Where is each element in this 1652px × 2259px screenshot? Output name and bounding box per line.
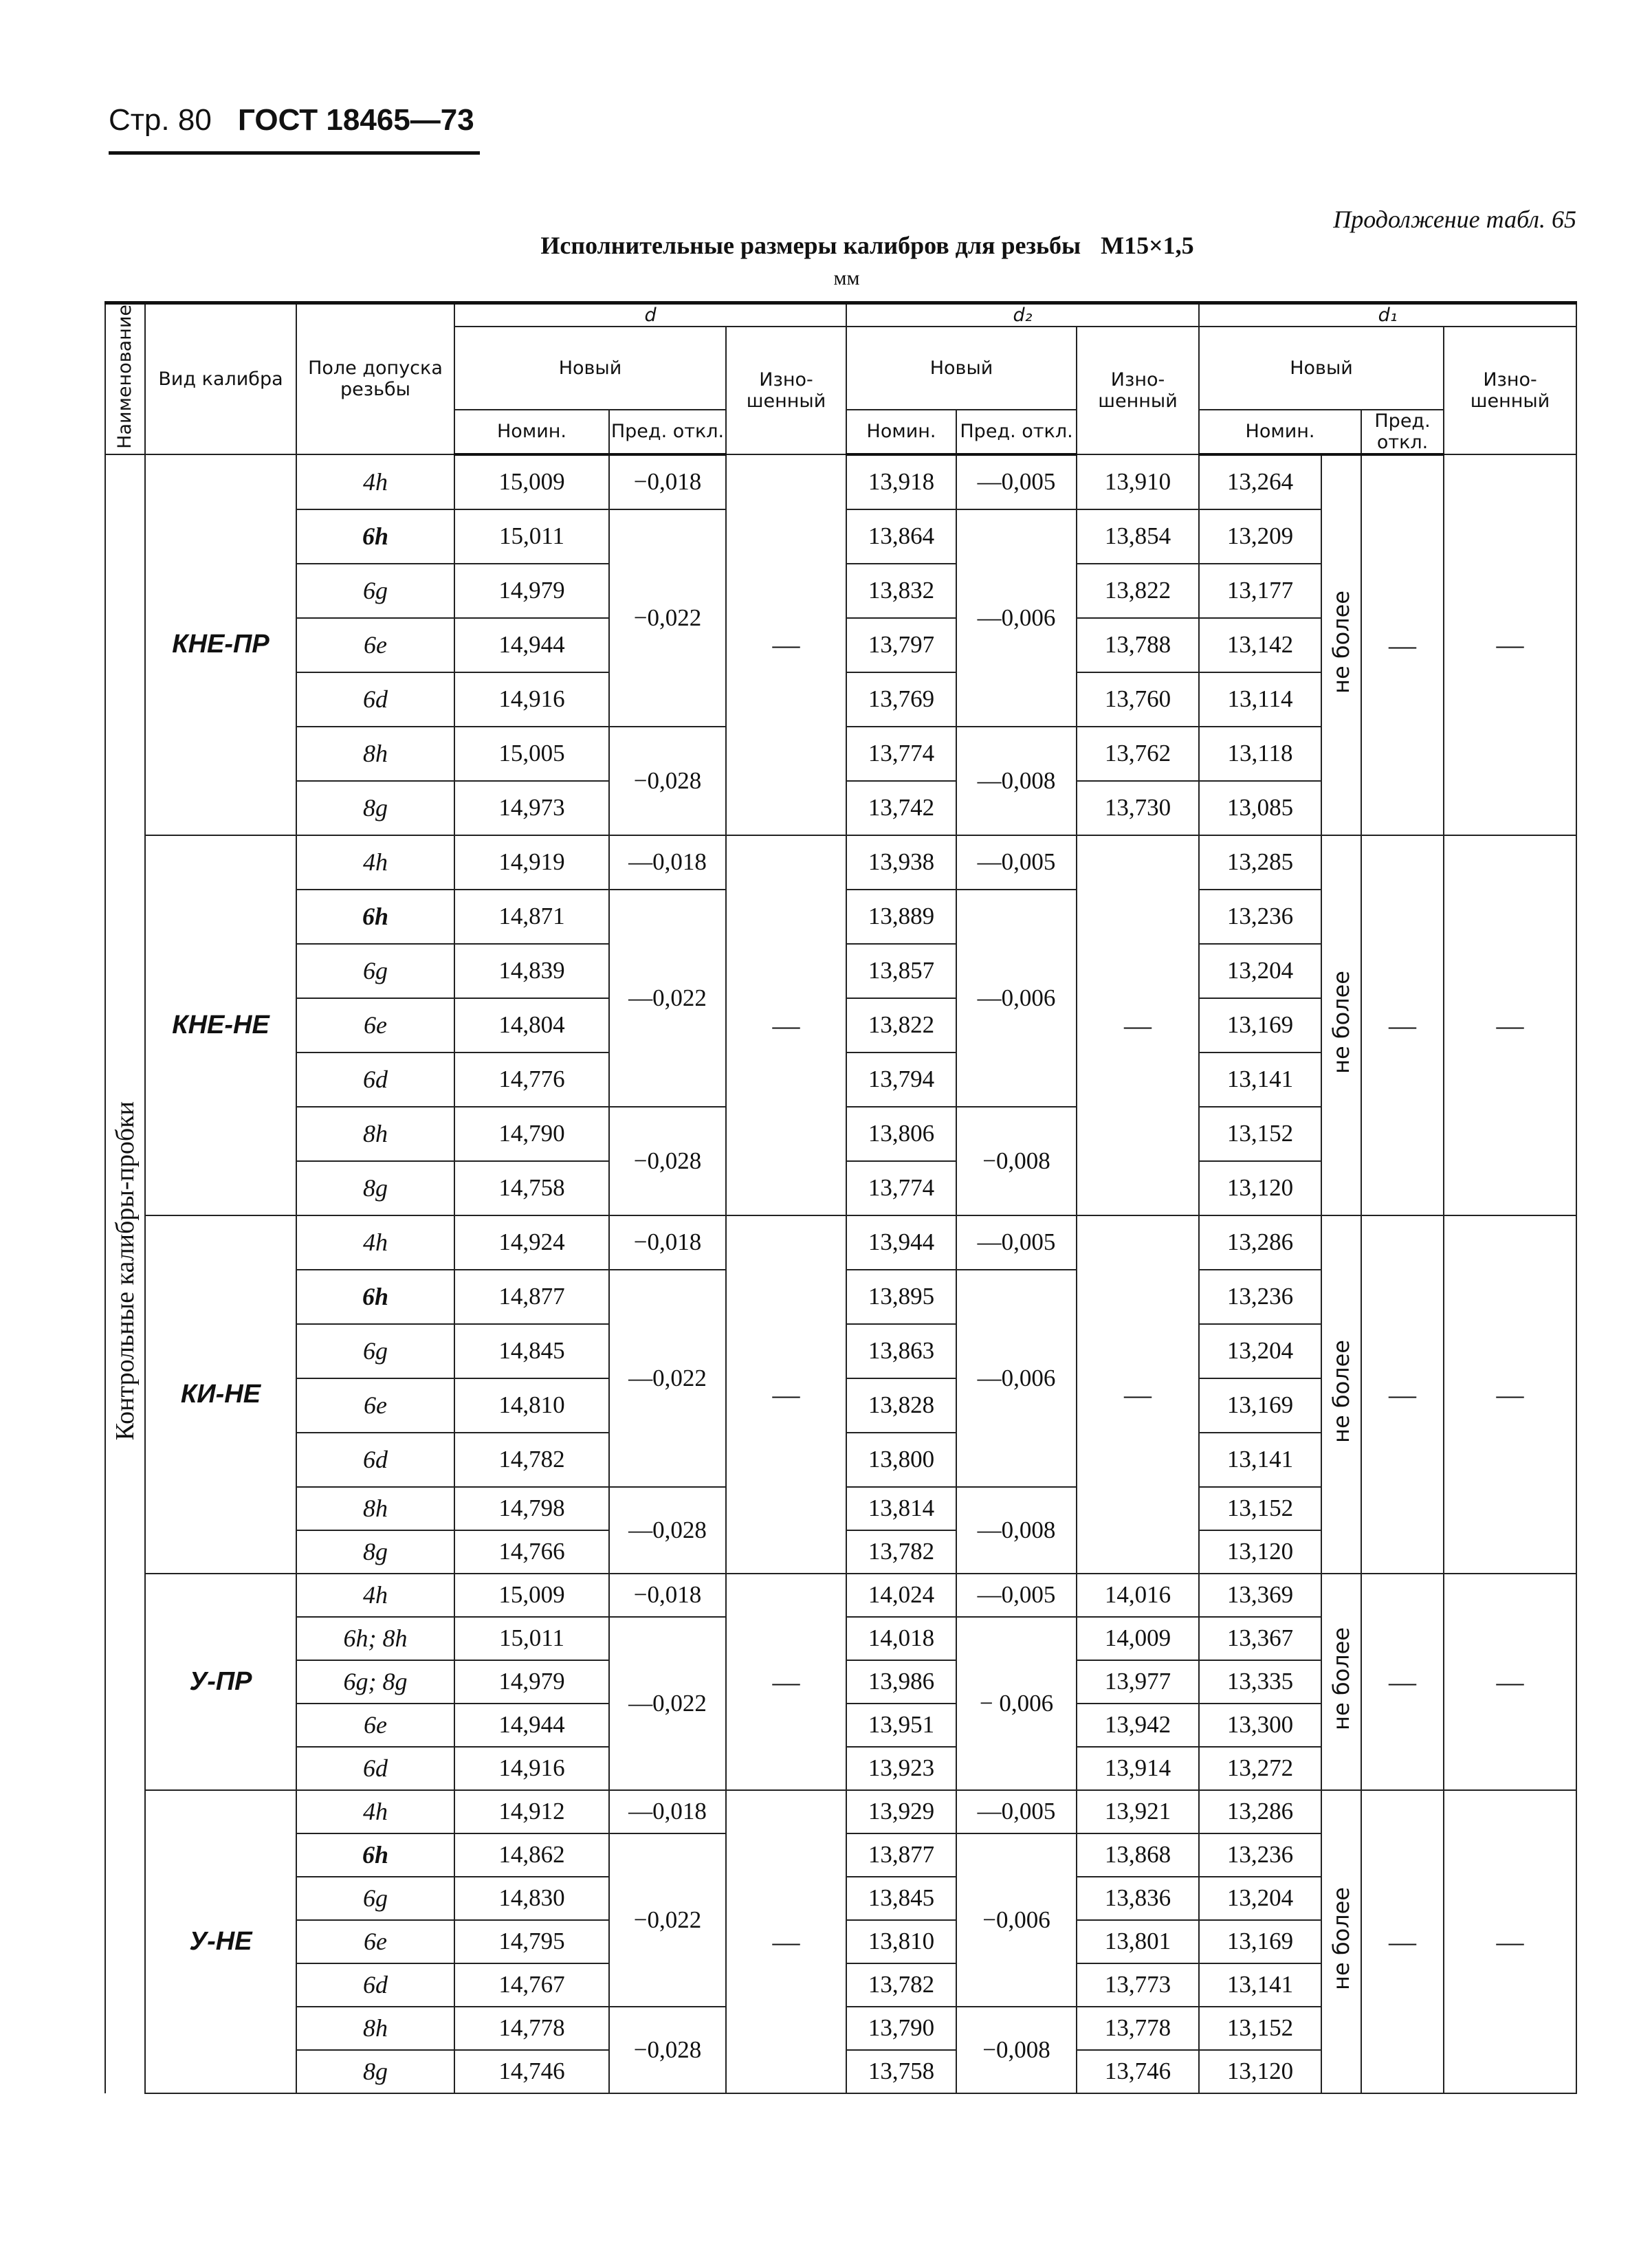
category-label: [105, 454, 145, 2093]
tolerance-field: 6d: [296, 1433, 454, 1487]
d2-nominal: 13,863: [846, 1324, 956, 1378]
d2-deviation: —0,005: [956, 454, 1077, 509]
tolerance-field: 6h: [296, 1833, 454, 1877]
not-more-text: не более: [1328, 1339, 1355, 1443]
d2-deviation: − 0,006: [956, 1617, 1077, 1790]
tolerance-field: 4h: [296, 1790, 454, 1833]
d2-nominal: 13,782: [846, 1530, 956, 1574]
tolerance-field: 6d: [296, 1053, 454, 1107]
d-nominal: 14,758: [454, 1161, 609, 1215]
d-deviation: —0,028: [609, 1487, 726, 1574]
d2-nominal: 14,024: [846, 1574, 956, 1617]
not-more-text: не более: [1328, 1886, 1355, 1990]
caption-text: Исполнительные размеры калибров для резьбы: [540, 232, 1081, 259]
d1-nominal: 13,286: [1199, 1790, 1321, 1833]
d2-deviation: —0,006: [956, 509, 1077, 727]
d-nominal: 14,845: [454, 1324, 609, 1378]
d1-nominal: 13,141: [1199, 1053, 1321, 1107]
d-nominal: 14,798: [454, 1487, 609, 1530]
d2-deviation: —0,005: [956, 1574, 1077, 1617]
d2-worn: 13,868: [1077, 1833, 1199, 1877]
d1-nominal: 13,272: [1199, 1747, 1321, 1790]
d-deviation: —0,022: [609, 1617, 726, 1790]
tolerance-field: 8g: [296, 2050, 454, 2093]
d2-deviation: —0,005: [956, 1790, 1077, 1833]
d-nominal: 14,944: [454, 1704, 609, 1747]
d1-deviation: —: [1361, 1574, 1444, 1790]
d2-nominal: 13,986: [846, 1660, 956, 1704]
col-name-header: Наименование: [105, 303, 145, 454]
d1-deviation: —: [1361, 454, 1444, 835]
d2-nominal: 13,774: [846, 1161, 956, 1215]
table-row: [105, 1790, 1576, 1833]
continuation-note: Продолжение табл. 65: [1333, 206, 1576, 233]
d1-nominal-header: Номин.: [1199, 410, 1361, 454]
d-nominal: 14,912: [454, 1790, 609, 1833]
d2-deviation: —0,005: [956, 835, 1077, 890]
d-nominal: 14,944: [454, 618, 609, 672]
d-nominal: 14,795: [454, 1920, 609, 1963]
d2-deviation: −0,008: [956, 2007, 1077, 2093]
d1-nominal: 13,152: [1199, 1487, 1321, 1530]
tolerance-field: 6g: [296, 1877, 454, 1920]
d1-nominal: 13,367: [1199, 1617, 1321, 1660]
tolerance-field: 6h: [296, 1270, 454, 1324]
d-nominal: 15,011: [454, 509, 609, 564]
d2-nominal: 13,800: [846, 1433, 956, 1487]
d2-worn: 13,788: [1077, 618, 1199, 672]
table-caption: [0, 231, 1652, 260]
d1-nominal: 13,169: [1199, 1378, 1321, 1433]
d-deviation: −0,018: [609, 1574, 726, 1617]
d1-worn: —: [1444, 835, 1576, 1215]
d2-worn: 13,822: [1077, 564, 1199, 618]
tolerance-field: 6d: [296, 1747, 454, 1790]
not-more-label: [1321, 1790, 1361, 2093]
d2-worn: 13,836: [1077, 1877, 1199, 1920]
d-nominal: 15,005: [454, 727, 609, 781]
d1-nominal: 13,204: [1199, 1324, 1321, 1378]
col-d-header: d: [454, 303, 846, 327]
gauge-type: КИ-НЕ: [145, 1215, 296, 1574]
d2-nominal: 13,774: [846, 727, 956, 781]
tolerance-field: 6g: [296, 1324, 454, 1378]
d2-deviation: —0,006: [956, 1270, 1077, 1487]
tolerance-field: 6g: [296, 944, 454, 998]
d2-nominal: 13,822: [846, 998, 956, 1053]
d-new-header: Новый: [454, 327, 726, 410]
tolerance-field: 6e: [296, 1920, 454, 1963]
d-nominal: 14,767: [454, 1963, 609, 2007]
d1-nominal: 13,120: [1199, 1530, 1321, 1574]
tolerance-field: 4h: [296, 1574, 454, 1617]
tolerance-field: 6d: [296, 1963, 454, 2007]
gauge-type: У-ПР: [145, 1574, 296, 1790]
d1-nominal: 13,264: [1199, 454, 1321, 509]
col-tolerance-header: Поле допуска резьбы: [296, 303, 454, 454]
d-nominal: 14,790: [454, 1107, 609, 1161]
d-nominal: 14,810: [454, 1378, 609, 1433]
d1-deviation: —: [1361, 1215, 1444, 1574]
d1-nominal: 13,285: [1199, 835, 1321, 890]
d2-nominal: 13,864: [846, 509, 956, 564]
d-nominal: 14,924: [454, 1215, 609, 1270]
d2-nominal-header: Номин.: [846, 410, 956, 454]
table-row: [105, 1215, 1576, 1270]
d2-deviation: —0,008: [956, 727, 1077, 835]
d2-nominal: 13,845: [846, 1877, 956, 1920]
d1-nominal: 13,236: [1199, 890, 1321, 944]
d2-worn: 13,942: [1077, 1704, 1199, 1747]
d2-nominal: 13,923: [846, 1747, 956, 1790]
d1-nominal: 13,335: [1199, 1660, 1321, 1704]
d2-nominal: 13,806: [846, 1107, 956, 1161]
d2-nominal: 13,889: [846, 890, 956, 944]
d-nominal: 14,782: [454, 1433, 609, 1487]
d1-worn: —: [1444, 1215, 1576, 1574]
d2-deviation: −0,006: [956, 1833, 1077, 2007]
d2-worn: 13,914: [1077, 1747, 1199, 1790]
d2-worn: 13,773: [1077, 1963, 1199, 2007]
tolerance-field: 6h: [296, 509, 454, 564]
not-more-label: [1321, 454, 1361, 835]
not-more-text: не более: [1328, 1627, 1355, 1730]
header-rule: [109, 151, 480, 155]
d-worn: —: [726, 1574, 846, 1790]
d1-nominal: 13,209: [1199, 509, 1321, 564]
col-gauge-type-header: Вид калибра: [145, 303, 296, 454]
d-deviation: −0,022: [609, 509, 726, 727]
category-text: Контрольные калибры-пробки: [111, 1101, 140, 1441]
d1-nominal: 13,236: [1199, 1833, 1321, 1877]
d2-nominal: 13,877: [846, 1833, 956, 1877]
tolerance-field: 4h: [296, 835, 454, 890]
d-nominal: 14,979: [454, 564, 609, 618]
d2-worn: 13,730: [1077, 781, 1199, 835]
d-worn: —: [726, 1790, 846, 2093]
d1-worn: —: [1444, 454, 1576, 835]
units-label: мм: [833, 267, 860, 289]
col-d1-header: d₁: [1199, 303, 1576, 327]
not-more-label: [1321, 835, 1361, 1215]
d2-nominal: 13,951: [846, 1704, 956, 1747]
d2-worn-header: Изно- шенный: [1077, 327, 1199, 454]
d1-nominal: 13,141: [1199, 1963, 1321, 2007]
d2-worn: 13,910: [1077, 454, 1199, 509]
d-nominal: 14,871: [454, 890, 609, 944]
d1-nominal: 13,169: [1199, 1920, 1321, 1963]
d2-nominal: 13,828: [846, 1378, 956, 1433]
d-deviation: −0,022: [609, 1833, 726, 2007]
d1-deviation: —: [1361, 1790, 1444, 2093]
d2-nominal: 13,742: [846, 781, 956, 835]
tolerance-field: 6e: [296, 1378, 454, 1433]
d2-nominal: 13,895: [846, 1270, 956, 1324]
d1-nominal: 13,120: [1199, 2050, 1321, 2093]
tolerance-field: 8h: [296, 2007, 454, 2050]
d-nominal: 14,839: [454, 944, 609, 998]
d2-worn: 13,762: [1077, 727, 1199, 781]
tolerance-field: 6d: [296, 672, 454, 727]
d1-new-header: Новый: [1199, 327, 1444, 410]
d-deviation: −0,018: [609, 454, 726, 509]
d2-worn: 13,801: [1077, 1920, 1199, 1963]
d-worn: —: [726, 454, 846, 835]
not-more-text: не более: [1328, 970, 1355, 1074]
d2-nominal: 13,857: [846, 944, 956, 998]
d2-nominal: 13,797: [846, 618, 956, 672]
d-nominal-header: Номин.: [454, 410, 609, 454]
d-worn: —: [726, 1215, 846, 1574]
tolerance-field: 6e: [296, 998, 454, 1053]
tolerance-field: 6h; 8h: [296, 1617, 454, 1660]
d1-nominal: 13,120: [1199, 1161, 1321, 1215]
tolerance-field: 8h: [296, 1487, 454, 1530]
tolerance-field: 4h: [296, 454, 454, 509]
caption-thread: M15×1,5: [1101, 232, 1194, 259]
d2-nominal: 13,918: [846, 454, 956, 509]
d1-deviation: —: [1361, 835, 1444, 1215]
tolerance-field: 4h: [296, 1215, 454, 1270]
d1-nominal: 13,152: [1199, 2007, 1321, 2050]
d1-nominal: 13,300: [1199, 1704, 1321, 1747]
header-row: [105, 303, 1576, 327]
d1-nominal: 13,204: [1199, 1877, 1321, 1920]
not-more-text: не более: [1328, 590, 1355, 694]
table-row: [105, 1574, 1576, 1617]
d2-nominal: 13,790: [846, 2007, 956, 2050]
d1-worn-header: Изно- шенный: [1444, 327, 1576, 454]
d2-worn: 13,921: [1077, 1790, 1199, 1833]
d-deviation: —0,018: [609, 835, 726, 890]
d2-nominal: 13,758: [846, 2050, 956, 2093]
d2-worn: 13,746: [1077, 2050, 1199, 2093]
d-deviation: −0,028: [609, 2007, 726, 2093]
d-deviation: —0,022: [609, 890, 726, 1107]
d1-nominal: 13,369: [1199, 1574, 1321, 1617]
d-deviation-header: Пред. откл.: [609, 410, 726, 454]
gauge-dimensions-table: [104, 301, 1577, 2094]
not-more-label: [1321, 1215, 1361, 1574]
tolerance-field: 6h: [296, 890, 454, 944]
not-more-label: [1321, 1574, 1361, 1790]
d2-nominal: 13,814: [846, 1487, 956, 1530]
d1-nominal: 13,177: [1199, 564, 1321, 618]
d-nominal: 14,877: [454, 1270, 609, 1324]
tolerance-field: 6g; 8g: [296, 1660, 454, 1704]
table-body: [105, 454, 1576, 2093]
d2-nominal: 14,018: [846, 1617, 956, 1660]
d-nominal: 15,011: [454, 1617, 609, 1660]
d-nominal: 14,979: [454, 1660, 609, 1704]
d1-nominal: 13,152: [1199, 1107, 1321, 1161]
table-row: [105, 454, 1576, 509]
d-nominal: 14,766: [454, 1530, 609, 1574]
d-nominal: 14,919: [454, 835, 609, 890]
tolerance-field: 8g: [296, 1161, 454, 1215]
tolerance-field: 6g: [296, 564, 454, 618]
tolerance-field: 8h: [296, 727, 454, 781]
d-nominal: 14,973: [454, 781, 609, 835]
d-nominal: 14,778: [454, 2007, 609, 2050]
d-worn: —: [726, 835, 846, 1215]
tolerance-field: 8g: [296, 781, 454, 835]
page-number: Стр. 80: [109, 103, 212, 137]
standard-number: ГОСТ 18465—73: [238, 103, 474, 137]
d1-deviation-header: Пред. откл.: [1361, 410, 1444, 454]
d2-worn: 13,778: [1077, 2007, 1199, 2050]
d-deviation: −0,018: [609, 1215, 726, 1270]
d-nominal: 15,009: [454, 454, 609, 509]
col-d2-header: d₂: [846, 303, 1199, 327]
gauge-type: КНЕ-НЕ: [145, 835, 296, 1215]
d1-nominal: 13,142: [1199, 618, 1321, 672]
d2-deviation: −0,008: [956, 1107, 1077, 1215]
d-nominal: 14,830: [454, 1877, 609, 1920]
gauge-type: КНЕ-ПР: [145, 454, 296, 835]
d2-worn: 14,016: [1077, 1574, 1199, 1617]
d2-deviation: —0,006: [956, 890, 1077, 1107]
d2-worn: —: [1077, 1215, 1199, 1574]
d2-nominal: 13,769: [846, 672, 956, 727]
d1-nominal: 13,118: [1199, 727, 1321, 781]
d-deviation: −0,028: [609, 727, 726, 835]
d-nominal: 14,804: [454, 998, 609, 1053]
d1-nominal: 13,286: [1199, 1215, 1321, 1270]
gauge-type: У-НЕ: [145, 1790, 296, 2093]
tolerance-field: 6e: [296, 1704, 454, 1747]
page-header: [109, 103, 492, 137]
table-row: [105, 835, 1576, 890]
d2-nominal: 13,832: [846, 564, 956, 618]
d2-deviation: —0,005: [956, 1215, 1077, 1270]
d2-worn: 13,760: [1077, 672, 1199, 727]
d2-deviation-header: Пред. откл.: [956, 410, 1077, 454]
d-nominal: 14,776: [454, 1053, 609, 1107]
d2-nominal: 13,794: [846, 1053, 956, 1107]
d-deviation: —0,022: [609, 1270, 726, 1487]
d-deviation: —0,018: [609, 1790, 726, 1833]
tolerance-field: 8h: [296, 1107, 454, 1161]
d2-worn: 14,009: [1077, 1617, 1199, 1660]
d2-nominal: 13,929: [846, 1790, 956, 1833]
d2-nominal: 13,810: [846, 1920, 956, 1963]
d-nominal: 15,009: [454, 1574, 609, 1617]
d2-nominal: 13,782: [846, 1963, 956, 2007]
tolerance-field: 6e: [296, 618, 454, 672]
d2-worn: —: [1077, 835, 1199, 1215]
d1-nominal: 13,141: [1199, 1433, 1321, 1487]
d-nominal: 14,916: [454, 1747, 609, 1790]
d-worn-header: Изно- шенный: [726, 327, 846, 454]
d1-worn: —: [1444, 1574, 1576, 1790]
d2-worn: 13,977: [1077, 1660, 1199, 1704]
d2-nominal: 13,938: [846, 835, 956, 890]
d1-nominal: 13,204: [1199, 944, 1321, 998]
d2-worn: 13,854: [1077, 509, 1199, 564]
d1-worn: —: [1444, 1790, 1576, 2093]
d1-nominal: 13,169: [1199, 998, 1321, 1053]
d2-deviation: —0,008: [956, 1487, 1077, 1574]
d2-nominal: 13,944: [846, 1215, 956, 1270]
d1-nominal: 13,236: [1199, 1270, 1321, 1324]
d-nominal: 14,862: [454, 1833, 609, 1877]
d1-nominal: 13,114: [1199, 672, 1321, 727]
tolerance-field: 8g: [296, 1530, 454, 1574]
d-deviation: −0,028: [609, 1107, 726, 1215]
d1-nominal: 13,085: [1199, 781, 1321, 835]
d-nominal: 14,916: [454, 672, 609, 727]
d2-new-header: Новый: [846, 327, 1077, 410]
d-nominal: 14,746: [454, 2050, 609, 2093]
